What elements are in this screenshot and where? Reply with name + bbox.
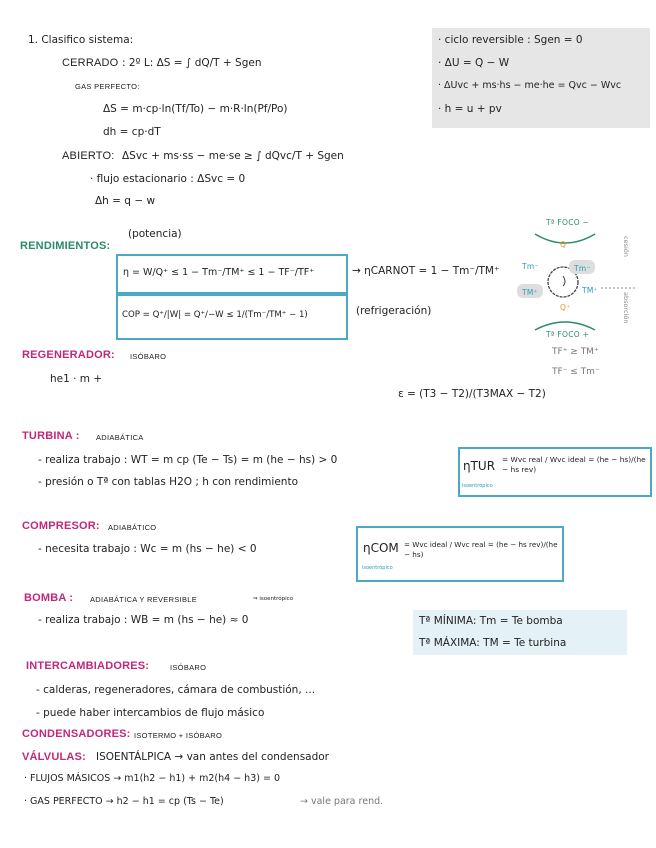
cerrado-label: CERRADO	[62, 57, 119, 69]
abierto-equation: ΔSvc + ms·ss − me·se ≥ ∫ dQvc/T + Sgen	[122, 150, 344, 162]
turbina-type: ADIABÁTICA	[96, 433, 144, 442]
summary-line: · ciclo reversible : Sgen = 0	[438, 34, 583, 46]
turbina-heading: TURBINA :	[22, 430, 80, 442]
summary-line: · h = u + pv	[438, 103, 502, 115]
bomba-note: ⇒ isoentrópico	[253, 596, 294, 602]
bomba-type: ADIABÁTICA Y REVERSIBLE	[90, 595, 198, 604]
q-minus-label: Q⁻	[560, 240, 571, 249]
inequality-2: TF⁻ ≤ Tm⁻	[552, 367, 600, 377]
inequality-1: TF⁺ ≥ TM⁺	[552, 347, 599, 357]
potencia-note: (potencia)	[128, 228, 182, 240]
abierto-label: ABIERTO:	[62, 150, 115, 162]
intercambiadores-line: - puede haber intercambios de flujo másico	[36, 707, 265, 719]
temperatures-box	[413, 610, 627, 655]
tm-minus-left: Tm⁻	[522, 262, 539, 271]
dh-equation: dh = cp·dT	[103, 126, 161, 138]
gas-perfecto-valvulas: · GAS PERFECTO → h2 − h1 = cp (Ts − Te)	[24, 796, 224, 807]
temp-min: Tª MÍNIMA: Tm = Te bomba	[419, 615, 563, 627]
isoentropico-label: isoentrópico	[462, 483, 493, 489]
turbina-line: - realiza trabajo : WT = m cp (Te − Ts) = m (he − hs) > 0	[38, 454, 338, 466]
valvulas-type: ISOENTÁLPICA → van antes del condensador	[96, 751, 329, 763]
flujo-estacionario: · flujo estacionario : ΔSvc = 0	[90, 173, 246, 185]
cop-equation: COP = Q⁺/|W| = Q⁺/−W ≤ 1/(Tm⁻/TM⁺ − 1)	[122, 310, 308, 320]
tm-plus-right: TM⁺	[582, 286, 598, 295]
eta-equation: η = W/Q⁺ ≤ 1 − Tm⁻/TM⁺ ≤ 1 − TF⁻/TF⁺	[123, 267, 315, 278]
eta-com: ηCOM	[363, 541, 399, 555]
regenerador-type: ISÓBARO	[130, 352, 167, 361]
eta-box	[116, 254, 348, 294]
eta-tur: ηTUR	[463, 459, 496, 473]
bomba-line: - realiza trabajo : WB = m (hs − he) ≈ 0	[38, 614, 249, 626]
regenerador-heading: REGENERADOR:	[22, 349, 115, 361]
gas-perfecto-note: → vale para rend.	[300, 796, 384, 807]
q-plus-label: Q⁺	[560, 303, 571, 312]
compresor-line: - necesita trabajo : Wc = m (hs − he) < 0	[38, 543, 257, 555]
intercambiadores-line: - calderas, regeneradores, cámara de combustión, ...	[36, 684, 316, 696]
intercambiadores-type: ISÓBARO	[170, 663, 207, 672]
condensadores-heading: CONDENSADORES:	[22, 728, 131, 740]
compresor-efficiency-box	[356, 526, 564, 582]
temp-max: Tª MÁXIMA: TM = Te turbina	[419, 637, 567, 649]
bomba-heading: BOMBA :	[24, 592, 74, 604]
regenerador-equation: he1 · m +	[50, 373, 103, 385]
turbina-line: - presión o Tª con tablas H2O ; h con rendimiento	[38, 476, 298, 488]
cycle-drawing-icon	[515, 222, 655, 342]
compresor-type: ADIABÁTICO	[108, 523, 157, 532]
compresor-efficiency-eq: = Wvc ideal / Wvc real = (he − hs rev)/(he − hs)	[404, 540, 558, 559]
entropy-equation: ΔS = m·cp·ln(Tf/To) − m·R·ln(Pf/Po)	[103, 103, 288, 115]
cesion-label: cesión	[622, 236, 630, 257]
cerrado-equation: : 2º L: ΔS = ∫ dQ/T + Sgen	[122, 57, 262, 69]
effectiveness-equation: ε = (T3 − T2)/(T3MAX − T2)	[398, 388, 546, 400]
cop-box	[116, 294, 348, 340]
valvulas-heading: VÁLVULAS:	[22, 751, 86, 763]
flujos-masicos: · FLUJOS MÁSICOS → m1(h2 − h1) + m2(h4 − h3) = 0	[24, 773, 280, 784]
summary-box	[432, 28, 650, 128]
compresor-heading: COMPRESOR:	[22, 520, 100, 532]
tm-minus-right: Tm⁻	[574, 264, 591, 273]
turbina-efficiency-box	[458, 447, 652, 497]
tm-plus-left: TM⁺	[522, 288, 538, 297]
absorcion-label: absorción	[622, 292, 630, 324]
section-title: 1. Clasifico sistema:	[28, 34, 134, 46]
rendimientos-heading: RENDIMIENTOS:	[20, 240, 111, 252]
refrigeracion-note: (refrigeración)	[356, 305, 432, 317]
foco-plus-label: Tª FOCO +	[546, 330, 590, 339]
summary-line: · ΔU = Q − W	[438, 57, 510, 69]
carnot-equation: → ηCARNOT = 1 − Tm⁻/TM⁺	[352, 265, 500, 277]
gas-perfecto-label: GAS PERFECTO:	[75, 82, 140, 91]
isoentropico-label: isoentrópico	[362, 565, 393, 571]
summary-line: · ΔUvc + ms·hs − me·he = Qvc − Wvc	[438, 80, 622, 91]
turbina-efficiency-eq: = Wvc real / Wvc ideal = (he − hs)/(he − hs rev)	[502, 455, 646, 474]
dh-qw-equation: Δh = q − w	[95, 195, 156, 207]
condensadores-type: ISOTERMO + ISÓBARO	[134, 731, 223, 740]
intercambiadores-heading: INTERCAMBIADORES:	[26, 660, 150, 672]
foco-minus-label: Tª FOCO −	[546, 218, 590, 227]
